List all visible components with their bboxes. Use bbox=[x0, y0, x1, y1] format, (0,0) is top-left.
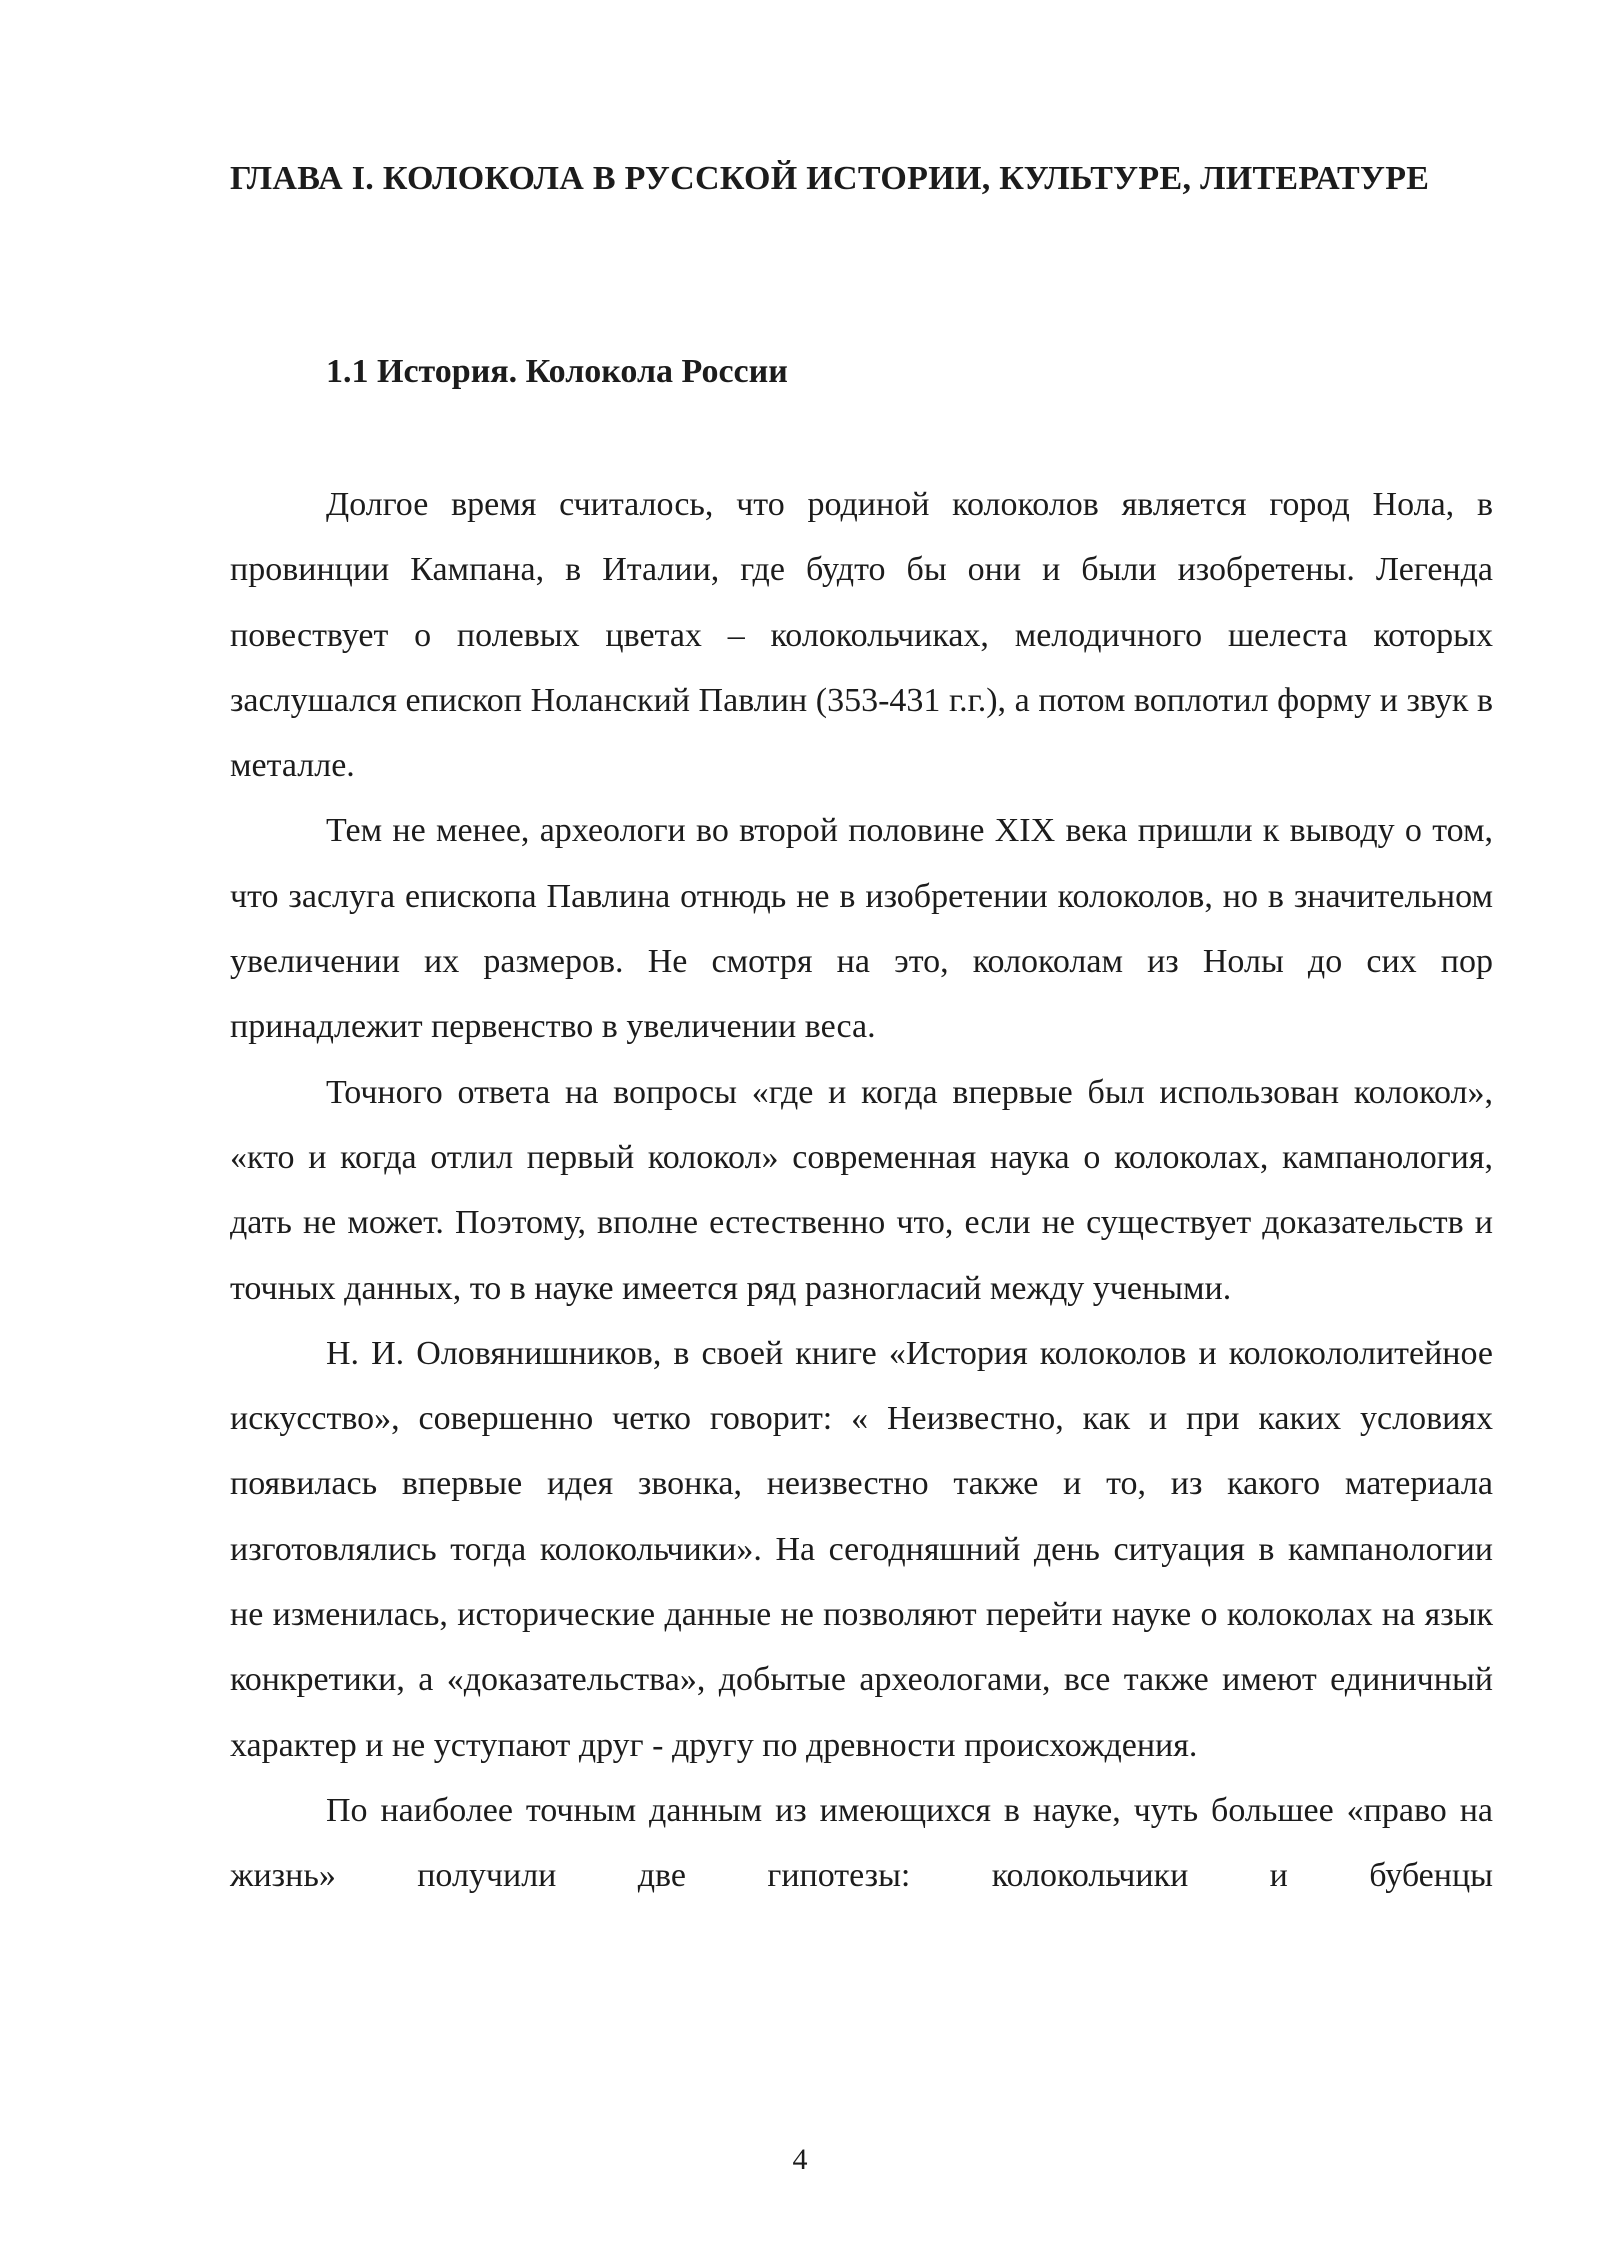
paragraph: Тем не менее, археологи во второй половине XIX века пришли к выводу о том, что заслуга епископа Павлина отнюдь не в изобретении колоколов, но в значительном увеличении их размеров. Не смотря на это, колоколам из Нолы до сих пор принадлежит первенство в увеличении веса. bbox=[230, 812, 1493, 1046]
section-heading: 1.1 История. Колокола России bbox=[326, 353, 788, 390]
paragraph: Н. И. Оловянишников, в своей книге «История колоколов и колокололитейное искусство», совершенно четко говорит: « Неизвестно, как и при каких условиях появилась впервые идея звонка, неизвестно также и то, из какого материала изготовлялись тогда колокольчики». На сегодняшний день ситуация в кампанологии не изменилась, исторические данные не позволяют перейти науке о колоколах на язык конкретики, а «доказательства», добытые археологами, все также имеют единичный характер и не уступают друг - другу по древности происхождения. bbox=[230, 1334, 1493, 1764]
paragraph: По наиболее точным данным из имеющихся в науке, чуть большее «право на жизнь» получили две гипотезы: колокольчики и бубенцы bbox=[230, 1791, 1493, 1895]
body-text bbox=[230, 472, 1493, 1909]
paragraph: Точного ответа на вопросы «где и когда впервые был использован колокол», «кто и когда отлил первый колокол» современная наука о колоколах, кампанология, дать не может. Поэтому, вполне естественно что, если не существует доказательств и точных данных, то в науке имеется ряд разногласий между учеными. bbox=[230, 1073, 1493, 1307]
chapter-title: ГЛАВА I. КОЛОКОЛА В РУССКОЙ ИСТОРИИ, КУЛЬТУРЕ, ЛИТЕРАТУРЕ bbox=[230, 160, 1430, 197]
page-number: 4 bbox=[792, 2143, 808, 2176]
paragraph: Долгое время считалось, что родиной колоколов является город Нола, в провинции Кампана, в Италии, где будто бы они и были изобретены. Легенда повествует о полевых цветах – колокольчиках, мелодичного шелеста которых заслушался епископ Ноланский Павлин (353-431 г.г.), а потом воплотил форму и звук в металле. bbox=[230, 486, 1493, 785]
